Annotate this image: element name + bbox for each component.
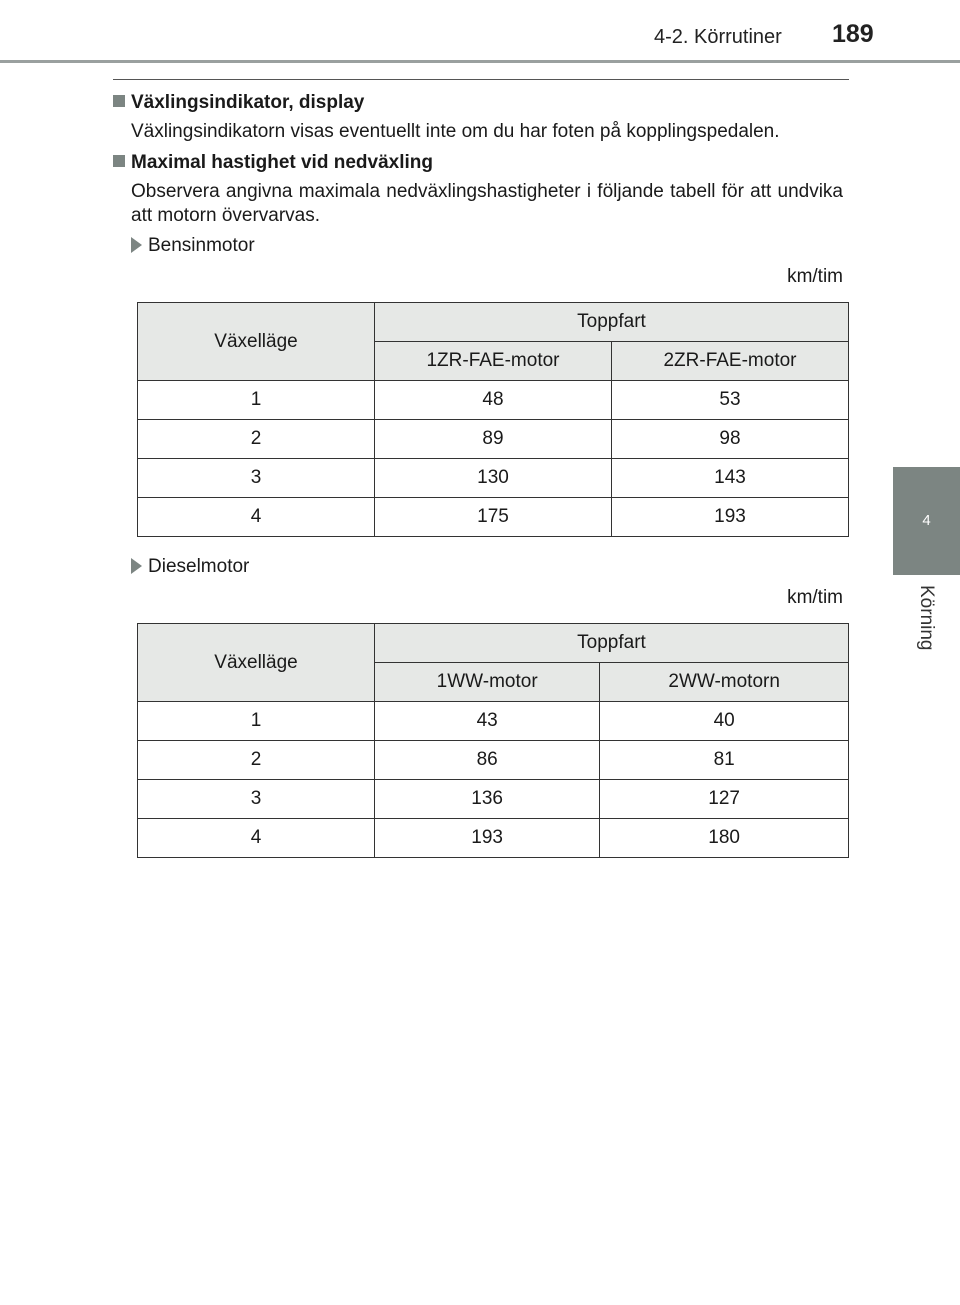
table-row	[138, 498, 849, 537]
gear-header: Växelläge	[138, 624, 375, 702]
speed-cell: 81	[600, 741, 849, 780]
speed-cell: 127	[600, 780, 849, 819]
speed-cell: 193	[375, 819, 600, 858]
section-title: 4-2. Körrutiner	[654, 26, 782, 48]
speed-table-diesel	[137, 623, 849, 858]
gear-cell: 2	[138, 741, 375, 780]
speed-cell: 175	[375, 498, 612, 537]
table-row	[138, 381, 849, 420]
triangle-bullet-icon	[131, 558, 142, 574]
speed-cell: 43	[375, 702, 600, 741]
gear-cell: 4	[138, 498, 375, 537]
speed-cell: 180	[600, 819, 849, 858]
table-title-text: Dieselmotor	[148, 556, 250, 577]
table-row	[138, 702, 849, 741]
table-unit: km/tim	[787, 266, 843, 287]
speed-cell: 98	[612, 420, 849, 459]
engine-column-header: 1ZR-FAE-motor	[375, 342, 612, 381]
table-title	[131, 235, 255, 257]
square-bullet-icon	[113, 95, 125, 107]
section-heading	[113, 152, 433, 174]
chapter-label	[893, 585, 960, 665]
speed-cell: 86	[375, 741, 600, 780]
square-bullet-icon	[113, 155, 125, 167]
section-heading-text: Maximal hastighet vid nedväxling	[131, 152, 433, 173]
table-row	[138, 420, 849, 459]
chapter-tab: 4	[893, 467, 960, 575]
triangle-bullet-icon	[131, 237, 142, 253]
table-row	[138, 459, 849, 498]
table-row	[138, 741, 849, 780]
gear-cell: 4	[138, 819, 375, 858]
speed-cell: 53	[612, 381, 849, 420]
top-speed-header: Toppfart	[375, 624, 849, 663]
chapter-label-text: Körning	[916, 585, 937, 651]
header-rule	[0, 60, 960, 63]
content-top-rule	[113, 79, 849, 80]
section-heading	[113, 92, 364, 114]
gear-cell: 3	[138, 780, 375, 819]
speed-cell: 143	[612, 459, 849, 498]
speed-cell: 89	[375, 420, 612, 459]
gear-cell: 3	[138, 459, 375, 498]
top-speed-header: Toppfart	[375, 303, 849, 342]
table-title-text: Bensinmotor	[148, 235, 255, 256]
page-number: 189	[832, 20, 874, 48]
speed-cell: 130	[375, 459, 612, 498]
gear-cell: 1	[138, 381, 375, 420]
speed-cell: 48	[375, 381, 612, 420]
engine-column-header: 2ZR-FAE-motor	[612, 342, 849, 381]
speed-cell: 40	[600, 702, 849, 741]
table-row	[138, 819, 849, 858]
table-unit: km/tim	[787, 587, 843, 608]
table-row	[138, 780, 849, 819]
table-title	[131, 556, 249, 578]
engine-column-header: 1WW-motor	[375, 663, 600, 702]
section-paragraph: Växlingsindikatorn visas eventuellt inte om du har foten på kopplingspedalen.	[131, 121, 780, 142]
engine-column-header: 2WW-motorn	[600, 663, 849, 702]
speed-cell: 193	[612, 498, 849, 537]
gear-header: Växelläge	[138, 303, 375, 381]
speed-cell: 136	[375, 780, 600, 819]
section-paragraph: Observera angivna maximala nedväxlingshastigheter i följande tabell för att undvika att motorn övervarvas.	[131, 181, 843, 226]
gear-cell: 2	[138, 420, 375, 459]
gear-cell: 1	[138, 702, 375, 741]
speed-table-petrol	[137, 302, 849, 537]
section-heading-text: Växlingsindikator, display	[131, 92, 365, 113]
